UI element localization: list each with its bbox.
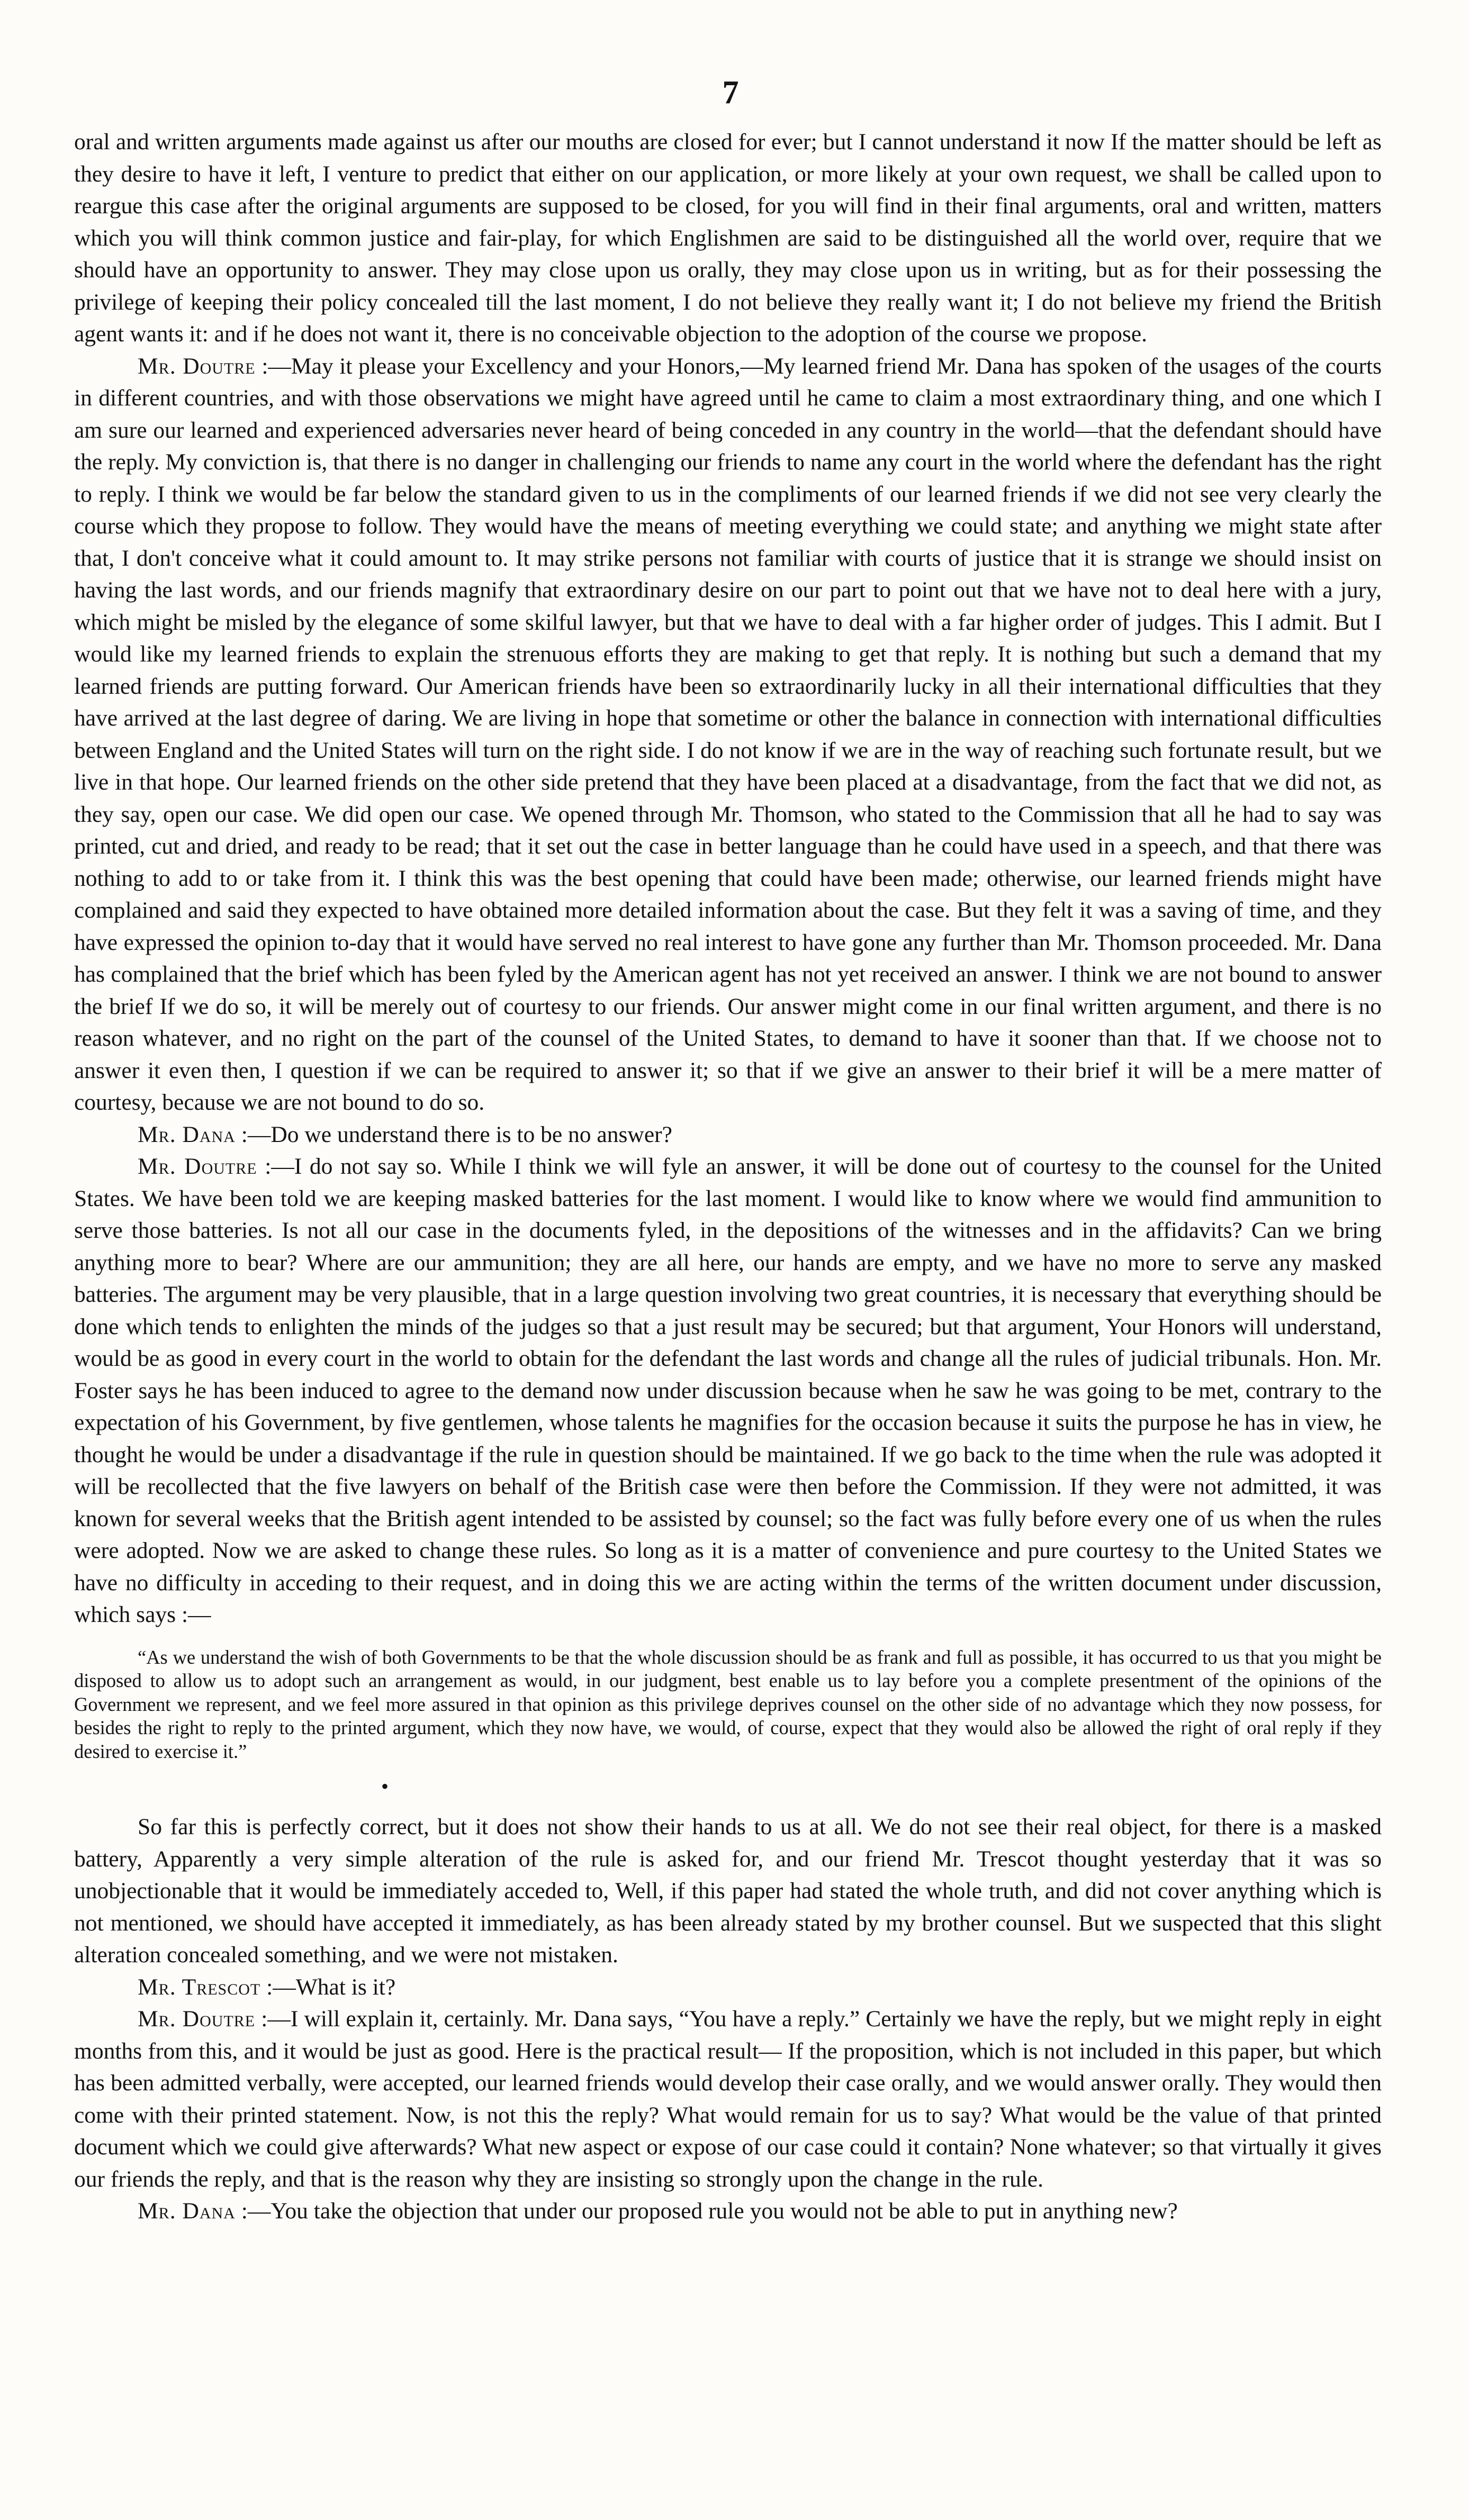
paragraph-text: :—Do we understand there is to be no answer?: [241, 1121, 672, 1147]
speaker-name: Mr. Doutre: [138, 1154, 257, 1179]
paragraph-text: :—May it please your Excellency and your Honors,—My learned friend Mr. Dana has spoken of the usages of the courts in different countries, and with those observations we might have agreed until he came to claim a most extraordinary thing, and one which I am sure our learned and experienced adversaries never heard of being conceded in any country in the world—that the defendant should have the reply. My conviction is, that there is no danger in challenging our friends to name any court in the world where the defendant has the right to reply. I think we would be far below the standard given to us in the compliments of our learned friends if we did not see very clearly the course which they propose to follow. They would have the means of meeting everything we could state; and anything we might state after that, I don't conceive what it could amount to. It may strike persons not familiar with courts of justice that it is strange we should insist on having the last words, and our friends magnify that extraordinary desire on our part to point out that we have not to deal here with a jury, which might be misled by the elegance of some skilful lawyer, but that we have to deal with a far higher order of judges. This I admit. But I would like my learned friends to explain the strenuous efforts they are making to get that reply. It is nothing but such a demand that my learned friends are putting forward. Our American friends have been so extraordinarily lucky in all their international difficulties that they have arrived at the last degree of daring. We are living in hope that sometime or other the balance in connection with international difficulties between England and the United States will turn on the right side. I do not know if we are in the way of reaching such fortunate result, but we live in that hope. Our learned friends on the other side pretend that they have been placed at a disadvantage, from the fact that we did not, as they say, open our case. We did open our case. We opened through Mr. Thomson, who stated to the Commission that all he had to say was printed, cut and dried, and ready to be read; that it set out the case in better language than he could have used in a speech, and that there was nothing to add to or take from it. I think this was the best opening that could have been made; otherwise, our learned friends might have complained and said they expected to have obtained more detailed information about the case. But they felt it was a saving of time, and they have expressed the opinion to-day that it would have served no real interest to have gone any further than Mr. Thomson proceeded. Mr. Dana has complained that the brief which has been fyled by the American agent has not yet received an answer. I think we are not bound to answer the brief If we do so, it will be merely out of courtesy to our friends. Our answer might come in our final written argument, and there is no reason whatever, and no right on the part of the counsel of the United States, to demand to have it sooner than that. If we choose not to answer it even then, I question if we can be required to answer it; so that if we give an answer to their brief it will be a mere matter of courtesy, because we are not bound to do so.: [74, 353, 1382, 1115]
block-quote: “As we understand the wish of both Governments to be that the whole discussion should be as frank and full as possible, it has occurred to us that you might be disposed to allow us to adopt such an arrangement as would, in our judgment, best enable us to lay before you a complete presentment of the opinions of the Government we represent, and we feel more assured in that opinion as this privilege deprives counsel on the other side of no advantage which they now possess, for besides the right to reply to the printed argument, which they now have, we would, of course, expect that they would also be allowed the right of oral reply if they desired to exercise it.”: [74, 1646, 1382, 1762]
paragraph-text: :—I do not say so. While I think we will fyle an answer, it will be done out of courtesy to the counsel for the United States. We have been told we are keeping masked batteries for the last moment. I would like to know where we would find ammunition to serve those batteries. Is not all our case in the documents fyled, in the depositions of the witnesses and in the affidavits? Can we bring anything more to bear? Where are our ammunition; they are all here, our hands are empty, and we have no more to serve any masked batteries. The argument may be very plausible, that in a large question involving two great countries, it is necessary that everything should be done which tends to enlighten the minds of the judges so that a just result may be secured; but that argument, Your Honors will understand, would be as good in every court in the world to obtain for the defendant the last words and change all the rules of judicial tribunals. Hon. Mr. Foster says he has been induced to agree to the demand now under discussion because when he saw he was going to be met, contrary to the expectation of his Government, by five gentlemen, whose talents he magnifies for the occasion because it suits the purpose he has in view, he thought he would be under a disadvantage if the rule in question should be maintained. If we go back to the time when the rule was adopted it will be recollected that the five lawyers on behalf of the British case were then before the Commission. If they were not admitted, it was known for several weeks that the British agent intended to be assisted by counsel; so the fact was fully before every one of us when the rules were adopted. Now we are asked to change these rules. So long as it is a matter of convenience and pure courtesy to the United States we have no difficulty in acceding to their request, and in doing this we are acting within the terms of the written document under discussion, which says :—: [74, 1154, 1382, 1627]
speaker-name: Mr. Trescot: [138, 1974, 261, 2000]
speaker-name: Mr. Dana: [138, 2198, 236, 2224]
paragraph-doutre: [74, 350, 1382, 1119]
paragraph-text: :—What is it?: [266, 1974, 396, 2000]
paragraph-text: :—You take the objection that under our proposed rule you would not be able to put in anything new?: [241, 2198, 1178, 2224]
paragraph-body: [74, 1811, 1382, 1971]
page-body: [74, 126, 1382, 2227]
paragraph-trescot: [74, 1971, 1382, 2004]
page-number: 7: [722, 75, 739, 111]
paragraph-dana: [74, 1119, 1382, 1151]
quote-separator-mark: •: [381, 1774, 389, 1798]
paragraph-text: So far this is perfectly correct, but it does not show their hands to us at all. We do not see their real object, for there is a masked battery, Apparently a very simple alteration of the rule is asked for, and our friend Mr. Trescot thought yesterday that it was so unobjectionable that it would be immediately acceded to, Well, if this paper had stated the whole truth, and did not cover anything which is not mentioned, we should have accepted it immediately, as has been already stated by my brother counsel. But we suspected that this slight alteration concealed something, and we were not mistaken.: [74, 1814, 1382, 1968]
paragraph-doutre: [74, 1150, 1382, 1631]
paragraph-doutre: [74, 2003, 1382, 2195]
paragraph-text: oral and written arguments made against us after our mouths are closed for ever; but I cannot understand it now If the matter should be left as they desire to have it left, I venture to predict that either on our application, or more likely at your own request, we shall be called upon to reargue this case after the original arguments are supposed to be closed, for you will find in their final arguments, oral and written, matters which you will think common justice and fair-play, for which Englishmen are said to be distinguished all the world over, require that we should have an opportunity to answer. They may close upon us orally, they may close upon us in writing, but as for their possessing the privilege of keeping their policy concealed till the last moment, I do not believe they really want it; I do not believe my friend the British agent wants it: and if he does not want it, there is no conceivable objection to the adoption of the course we propose.: [74, 129, 1382, 347]
speaker-name: Mr. Doutre: [138, 353, 256, 379]
paragraph-text: :—I will explain it, certainly. Mr. Dana says, “You have a reply.” Certainly we have the reply, but we might reply in eight months from this, and it would be just as good. Here is the practical result— If the proposition, which is not included in this paper, but which has been admitted verbally, were accepted, our learned friends would develop their case orally, and we would answer orally. They would then come with their printed statement. Now, is not this the reply? What would remain for us to say? What would be the value of that printed document which we could give afterwards? What new aspect or expose of our case could it contain? None whatever; so that virtually it gives our friends the reply, and that is the reason why they are insisting so strongly upon the change in the rule.: [74, 2006, 1382, 2192]
speaker-name: Mr. Doutre: [138, 2006, 256, 2032]
paragraph-continuation: [74, 126, 1382, 350]
speaker-name: Mr. Dana: [138, 1121, 236, 1147]
paragraph-dana: [74, 2195, 1382, 2227]
